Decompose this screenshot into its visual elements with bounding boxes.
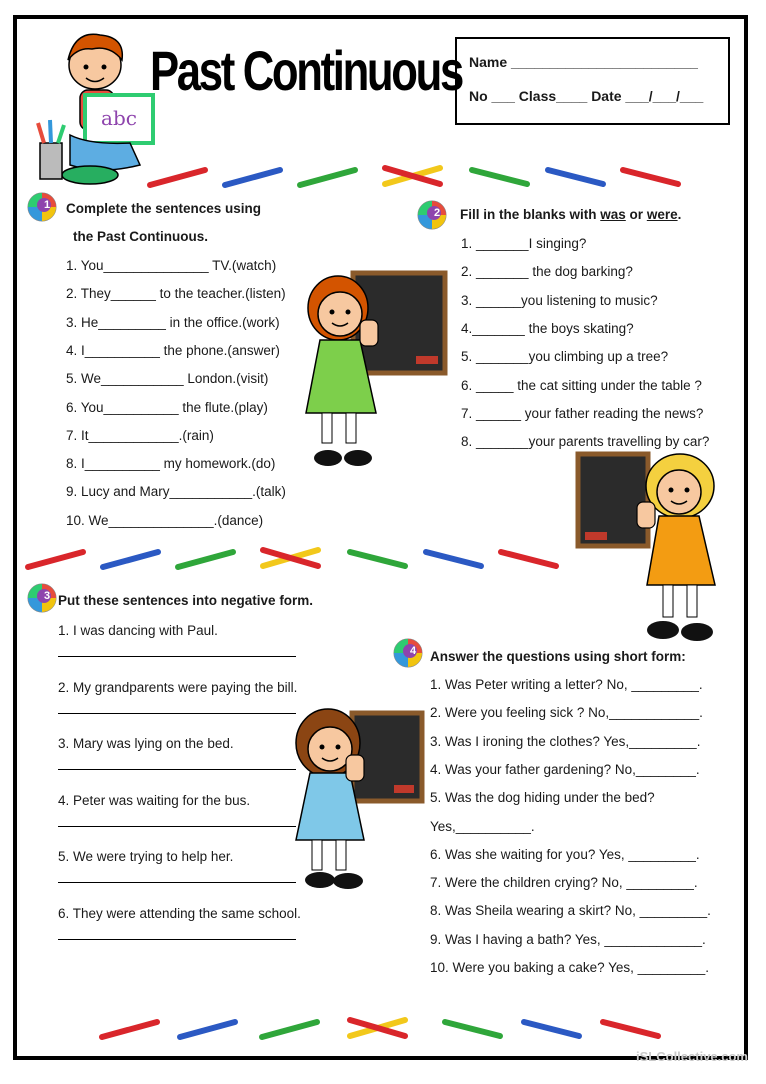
exercise-item[interactable]: 9. Lucy and Mary___________.(talk) — [66, 484, 286, 500]
exercise-number: 2 — [434, 207, 441, 219]
exercise-item[interactable]: 7. Were the children crying? No, _________. — [430, 875, 698, 891]
crossed-pencils-icon — [263, 550, 318, 566]
slate-text: abc — [101, 106, 137, 130]
pencil-icon — [426, 552, 481, 566]
pencil-icon — [180, 1022, 235, 1037]
pencil-icon — [103, 552, 158, 567]
exercise-item[interactable]: 2. Were you feeling sick ? No,____________. — [430, 705, 703, 721]
exercise-item[interactable]: 10. We______________.(dance) — [66, 512, 264, 528]
pencil-icon — [501, 552, 556, 566]
girl-at-chalkboard-illustration — [298, 268, 450, 478]
pencil-divider-top — [0, 160, 766, 190]
pencil-divider-bottom — [0, 1012, 766, 1042]
answer-line[interactable] — [58, 882, 296, 883]
pencil-icon — [178, 552, 233, 567]
exercise-item[interactable]: 1. I was dancing with Paul. — [58, 623, 218, 638]
ex1-instruction-line1: Complete the sentences using — [66, 201, 262, 216]
exercise-item[interactable]: 5. _______you climbing up a tree? — [461, 349, 669, 365]
exercise-item[interactable]: 4. Was your father gardening? No,________. — [430, 761, 700, 777]
brunette-girl-at-chalkboard-illustration — [290, 705, 428, 895]
pencil-icon — [28, 552, 83, 567]
exercise-item[interactable]: 6. You__________ the flute.(play) — [66, 399, 268, 415]
ex2-instruction-text: Fill in the blanks with — [460, 207, 601, 222]
answer-line[interactable] — [58, 769, 296, 770]
pencil-icon — [548, 170, 603, 184]
pencil-icon — [262, 1022, 317, 1037]
exercise-item[interactable]: 2. _______ the dog barking? — [461, 264, 633, 280]
pencil-icon — [623, 170, 678, 184]
exercise-item[interactable]: 1. _______I singing? — [461, 236, 587, 251]
pencil-icon — [603, 1022, 658, 1036]
exercise-item[interactable]: 8. I__________ my homework.(do) — [66, 456, 276, 472]
pencil-icon — [445, 1022, 500, 1036]
exercise-item[interactable]: 9. Was I having a bath? Yes, _____________. — [430, 931, 706, 947]
ex1-instruction-line2: the Past Continuous. — [73, 229, 208, 244]
exercise-item[interactable]: 7. It____________.(rain) — [66, 427, 214, 443]
ex3-instruction: Put these sentences into negative form. — [58, 593, 314, 608]
exercise-item[interactable]: 2. They______ to the teacher.(listen) — [66, 286, 286, 302]
exercise-item[interactable]: 1. Was Peter writing a letter? No, _________. — [430, 677, 703, 692]
exercise-item[interactable]: 6. Was she waiting for you? Yes, _________. — [430, 846, 700, 862]
details-field-line[interactable]: No ___ Class____ Date ___/___/___ — [469, 88, 704, 104]
student-info-box — [455, 37, 730, 125]
exercise-item[interactable]: 6. They were attending the same school. — [58, 905, 301, 921]
exercise-item[interactable]: 8. _______your parents travelling by car? — [461, 434, 710, 450]
exercise-item[interactable]: 3. Mary was lying on the bed. — [58, 736, 234, 751]
answer-line[interactable] — [58, 939, 296, 940]
watermark: iSLCollective.com — [636, 1049, 748, 1064]
exercise-item[interactable]: 4. Peter was waiting for the bus. — [58, 792, 251, 808]
exercise-item[interactable]: 10. Were you baking a cake? Yes, _________. — [430, 960, 709, 975]
pencil-icon — [350, 552, 405, 566]
pencil-icon — [524, 1022, 579, 1036]
ex2-instruction-or: or — [625, 207, 647, 222]
exercise-4-badge — [393, 638, 423, 668]
beach-ball-icon — [27, 583, 57, 613]
exercise-number: 1 — [44, 199, 51, 211]
exercise-item[interactable]: 5. We___________ London.(visit) — [66, 371, 269, 387]
answer-line[interactable] — [58, 656, 296, 657]
exercise-2-badge — [417, 200, 447, 230]
pencil-icon — [150, 170, 205, 185]
answer-line[interactable] — [58, 826, 296, 827]
exercise-item[interactable]: 7. ______ your father reading the news? — [461, 405, 704, 421]
exercise-item[interactable]: 5. Was the dog hiding under the bed? — [430, 790, 655, 806]
ex2-word-was: was — [600, 207, 626, 222]
exercise-3-badge — [27, 583, 57, 613]
blonde-girl-at-chalkboard-illustration — [575, 450, 723, 650]
answer-line[interactable] — [58, 713, 296, 714]
exercise-item[interactable]: 6. _____ the cat sitting under the table ? — [461, 377, 702, 393]
exercise-item[interactable]: 2. My grandparents were paying the bill. — [58, 679, 298, 695]
exercise-item[interactable]: 3. Was I ironing the clothes? Yes,_________. — [430, 733, 701, 749]
exercise-item[interactable]: 4._______ the boys skating? — [461, 320, 634, 336]
pencil-icon — [472, 170, 527, 184]
exercise-item[interactable]: 5. We were trying to help her. — [58, 849, 234, 864]
beach-ball-icon — [393, 638, 423, 668]
exercise-number: 4 — [410, 645, 417, 657]
ex4-instruction: Answer the questions using short form: — [430, 649, 686, 664]
exercise-item[interactable]: 4. I__________ the phone.(answer) — [66, 342, 280, 358]
exercise-item[interactable]: 8. Was Sheila wearing a skirt? No, _________. — [430, 903, 711, 919]
pencil-icon — [225, 170, 280, 185]
name-field-line[interactable]: Name ________________________ — [469, 54, 698, 70]
exercise-item[interactable]: 3. ______you listening to music? — [461, 292, 658, 308]
page-title: Past Continuous — [150, 39, 462, 102]
ex2-instruction — [460, 207, 681, 222]
exercise-number: 3 — [44, 590, 51, 602]
beach-ball-icon — [27, 192, 57, 222]
exercise-item[interactable]: 1. You______________ TV.(watch) — [66, 258, 277, 273]
exercise-item[interactable]: 3. He_________ in the office.(work) — [66, 314, 280, 330]
beach-ball-icon — [417, 200, 447, 230]
exercise-1-badge — [27, 192, 57, 222]
crossed-pencils-icon — [385, 168, 440, 184]
ex2-word-were: were — [646, 207, 678, 222]
pencil-icon — [102, 1022, 157, 1037]
exercise-item[interactable]: Yes,__________. — [430, 818, 535, 834]
ex2-instruction-end: . — [677, 207, 682, 222]
pencil-icon — [300, 170, 355, 185]
crossed-pencils-icon — [350, 1020, 405, 1036]
